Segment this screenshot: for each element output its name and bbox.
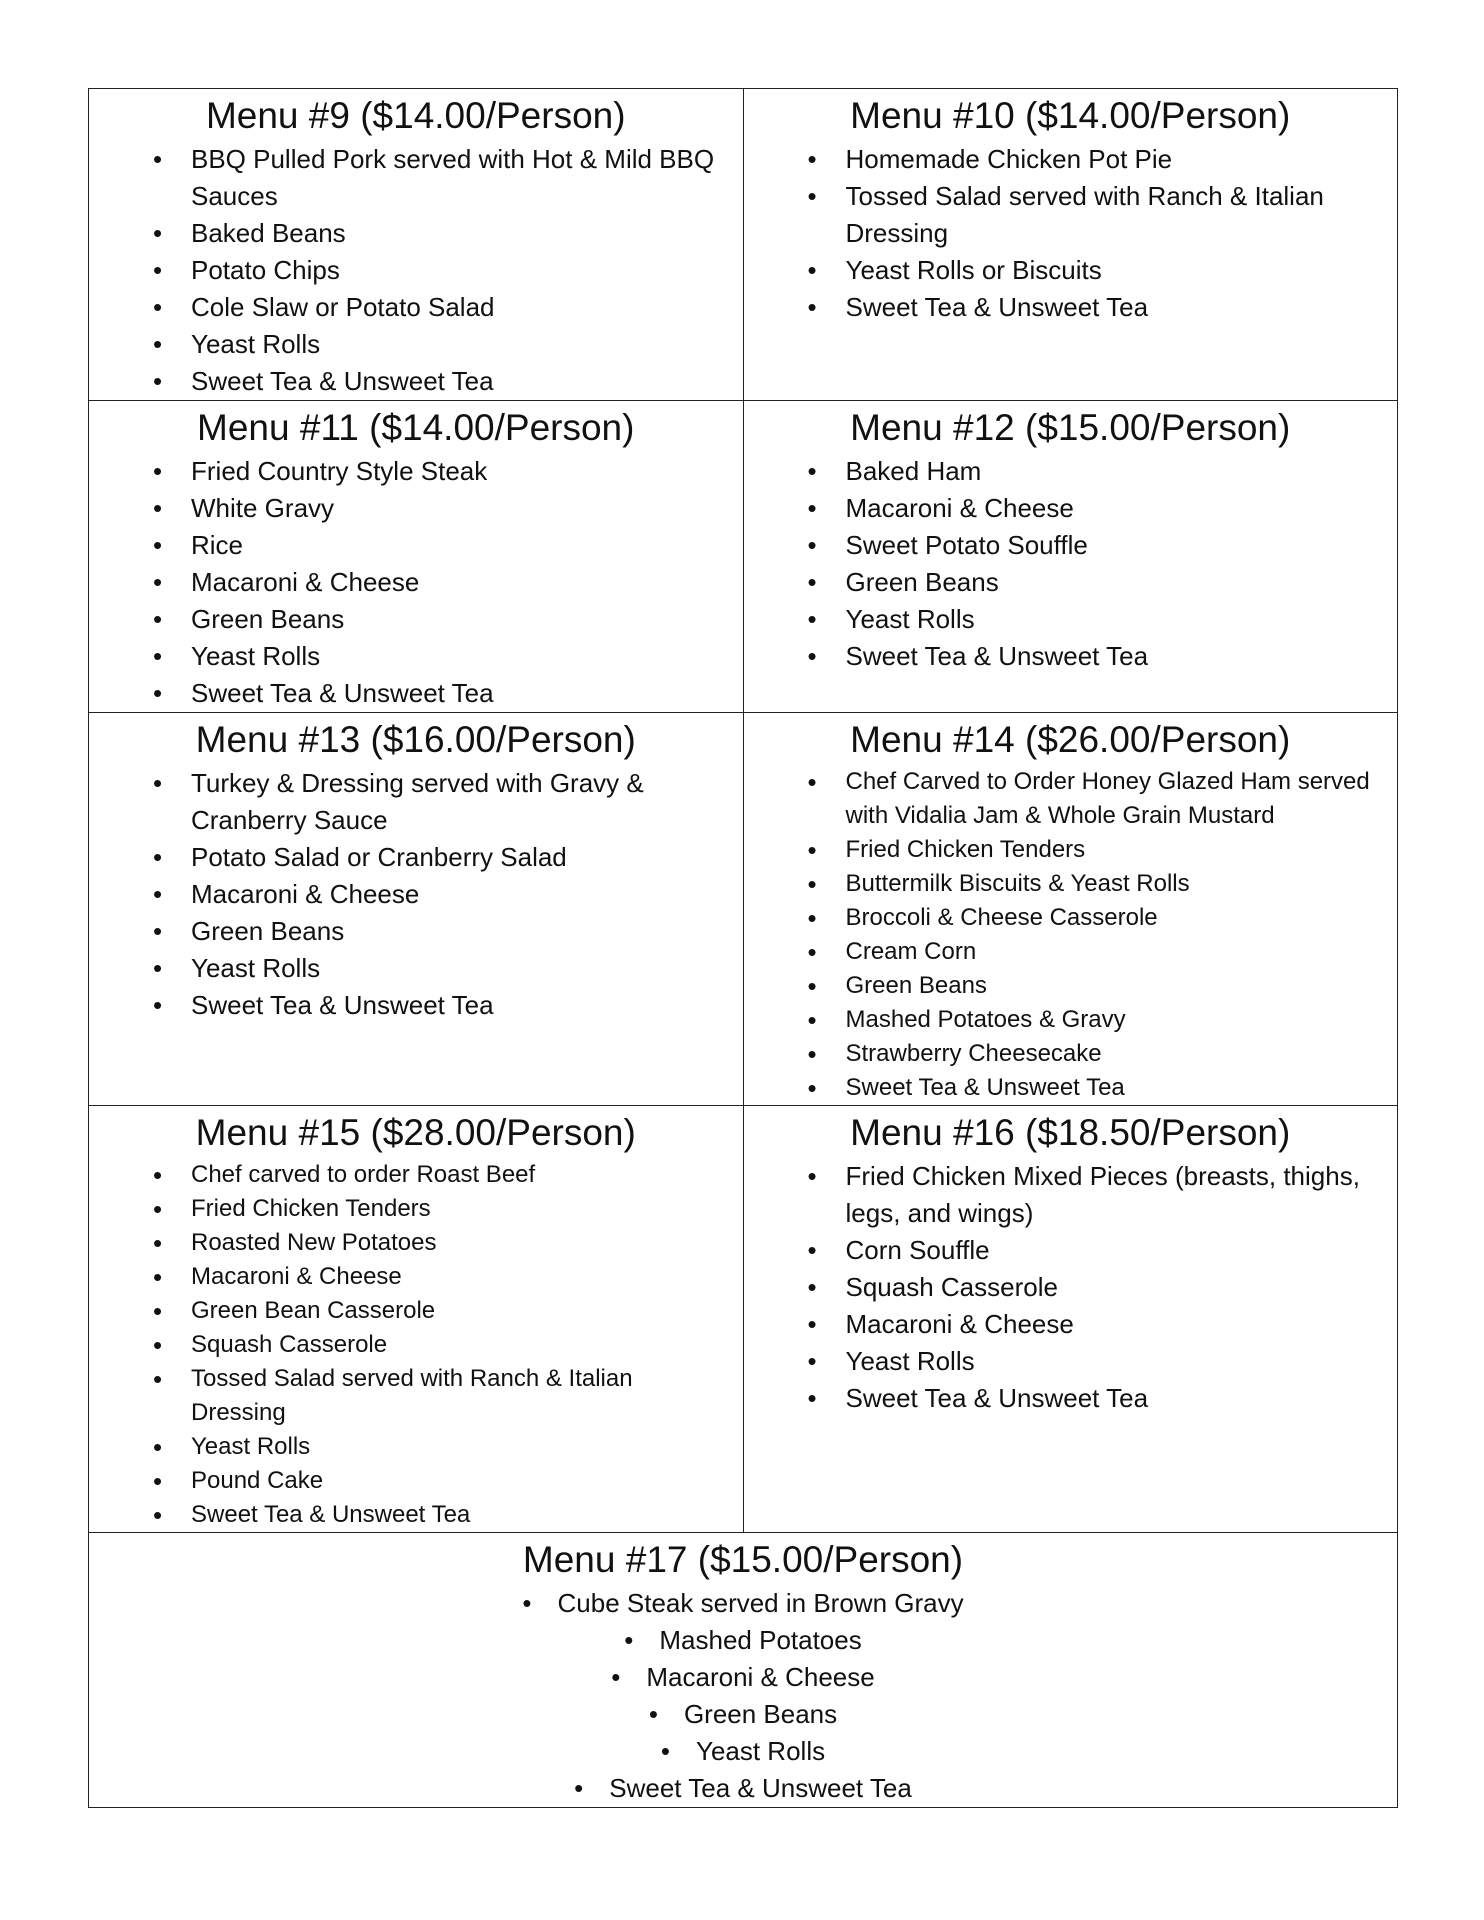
list-item: • Baked Beans (99, 215, 733, 252)
menu-11-cell (89, 401, 743, 712)
list-item: • Cole Slaw or Potato Salad (99, 289, 733, 326)
list-item: • Squash Casserole (99, 1328, 733, 1362)
list-item: • Sweet Tea & Unsweet Tea (754, 289, 1388, 326)
list-item-text: Cube Steak served in Brown Gravy (557, 1588, 964, 1618)
list-item: • Fried Chicken Mixed Pieces (breasts, thighs, legs, and wings) (754, 1158, 1388, 1232)
list-item: • Sweet Tea & Unsweet Tea (754, 1380, 1388, 1417)
list-item: • Macaroni & Cheese (99, 564, 733, 601)
list-item: • Broccoli & Cheese Casserole (754, 901, 1388, 935)
list-item: • Yeast Rolls (99, 1430, 733, 1464)
list-item (99, 1585, 1387, 1622)
menu-9-cell (89, 89, 743, 400)
menu-items (99, 765, 733, 1024)
list-item-text: Yeast Rolls (695, 1736, 826, 1766)
menu-12-cell (744, 401, 1398, 675)
menu-items (754, 141, 1388, 326)
list-item (99, 1770, 1387, 1807)
menu-13-cell (89, 713, 743, 1024)
list-item: • Homemade Chicken Pot Pie (754, 141, 1388, 178)
list-item: • Corn Souffle (754, 1232, 1388, 1269)
list-item: • Turkey & Dressing served with Gravy & Cranberry Sauce (99, 765, 733, 839)
list-item: • Green Beans (99, 913, 733, 950)
bullet-icon: • (522, 1588, 532, 1618)
list-item: • Green Beans (754, 564, 1388, 601)
list-item: • Yeast Rolls (754, 1343, 1388, 1380)
list-item-text: Sweet Tea & Unsweet Tea (609, 1773, 912, 1803)
list-item (99, 1733, 1387, 1770)
list-item: • Strawberry Cheesecake (754, 1037, 1388, 1071)
list-item: • Yeast Rolls (99, 326, 733, 363)
list-item: • Fried Chicken Tenders (99, 1192, 733, 1226)
menu-16-cell (744, 1106, 1398, 1417)
list-item: • Chef Carved to Order Honey Glazed Ham served with Vidalia Jam & Whole Grain Mustard (754, 765, 1388, 833)
list-item (99, 1622, 1387, 1659)
list-item: • Tossed Salad served with Ranch & Italian Dressing (754, 178, 1388, 252)
list-item: • Macaroni & Cheese (754, 1306, 1388, 1343)
list-item: • Cream Corn (754, 935, 1388, 969)
list-item: • Macaroni & Cheese (754, 490, 1388, 527)
menu-17-cell (89, 1533, 1397, 1807)
list-item-text: Mashed Potatoes (659, 1625, 862, 1655)
menu-10-cell (744, 89, 1398, 326)
list-item: • Sweet Potato Souffle (754, 527, 1388, 564)
bullet-icon: • (648, 1699, 658, 1729)
list-item: • Sweet Tea & Unsweet Tea (99, 675, 733, 712)
list-item: • Fried Chicken Tenders (754, 833, 1388, 867)
list-item (99, 1696, 1387, 1733)
list-item: • Potato Salad or Cranberry Salad (99, 839, 733, 876)
menu-title: Menu #10 ($14.00/Person) (850, 95, 1291, 136)
list-item: • Pound Cake (99, 1464, 733, 1498)
list-item: • Green Beans (754, 969, 1388, 1003)
list-item-text: Green Beans (683, 1699, 838, 1729)
list-item: • Sweet Tea & Unsweet Tea (99, 987, 733, 1024)
menu-items (99, 453, 733, 712)
bullet-icon: • (624, 1625, 634, 1655)
list-item: • Green Beans (99, 601, 733, 638)
list-item: • Mashed Potatoes & Gravy (754, 1003, 1388, 1037)
list-item: • BBQ Pulled Pork served with Hot & Mild BBQ Sauces (99, 141, 733, 215)
list-item: • Macaroni & Cheese (99, 876, 733, 913)
menu-14-cell (744, 713, 1398, 1105)
list-item: • Fried Country Style Steak (99, 453, 733, 490)
list-item: • Sweet Tea & Unsweet Tea (754, 1071, 1388, 1105)
list-item: • Green Bean Casserole (99, 1294, 733, 1328)
list-item: • Rice (99, 527, 733, 564)
menu-table (88, 88, 1398, 1808)
list-item: • Tossed Salad served with Ranch & Italian Dressing (99, 1362, 733, 1430)
list-item: • White Gravy (99, 490, 733, 527)
list-item: • Yeast Rolls (99, 638, 733, 675)
menu-items (99, 1585, 1387, 1807)
menu-title: Menu #17 ($15.00/Person) (522, 1539, 964, 1580)
bullet-icon: • (611, 1662, 621, 1692)
list-item-text: Macaroni & Cheese (646, 1662, 875, 1692)
menu-title: Menu #15 ($28.00/Person) (195, 1112, 636, 1153)
menu-title: Menu #11 ($14.00/Person) (197, 407, 635, 448)
bullet-icon: • (660, 1736, 670, 1766)
menu-title: Menu #12 ($15.00/Person) (850, 407, 1291, 448)
menu-title: Menu #13 ($16.00/Person) (195, 719, 636, 760)
list-item: • Baked Ham (754, 453, 1388, 490)
list-item: • Macaroni & Cheese (99, 1260, 733, 1294)
menu-items (99, 141, 733, 400)
menu-title: Menu #14 ($26.00/Person) (850, 719, 1291, 760)
menu-items (754, 765, 1388, 1105)
list-item: • Sweet Tea & Unsweet Tea (754, 638, 1388, 675)
list-item: • Yeast Rolls or Biscuits (754, 252, 1388, 289)
menu-15-cell (89, 1106, 743, 1532)
list-item: • Yeast Rolls (99, 950, 733, 987)
menu-title: Menu #9 ($14.00/Person) (205, 95, 626, 136)
list-item: • Chef carved to order Roast Beef (99, 1158, 733, 1192)
list-item: • Sweet Tea & Unsweet Tea (99, 1498, 733, 1532)
menu-page (88, 88, 1398, 1808)
list-item: • Buttermilk Biscuits & Yeast Rolls (754, 867, 1388, 901)
list-item: • Sweet Tea & Unsweet Tea (99, 363, 733, 400)
menu-title: Menu #16 ($18.50/Person) (850, 1112, 1291, 1153)
menu-items (754, 453, 1388, 675)
list-item: • Yeast Rolls (754, 601, 1388, 638)
menu-items (99, 1158, 733, 1532)
list-item (99, 1659, 1387, 1696)
bullet-icon: • (574, 1773, 584, 1803)
list-item: • Roasted New Potatoes (99, 1226, 733, 1260)
list-item: • Squash Casserole (754, 1269, 1388, 1306)
list-item: • Potato Chips (99, 252, 733, 289)
menu-items (754, 1158, 1388, 1417)
